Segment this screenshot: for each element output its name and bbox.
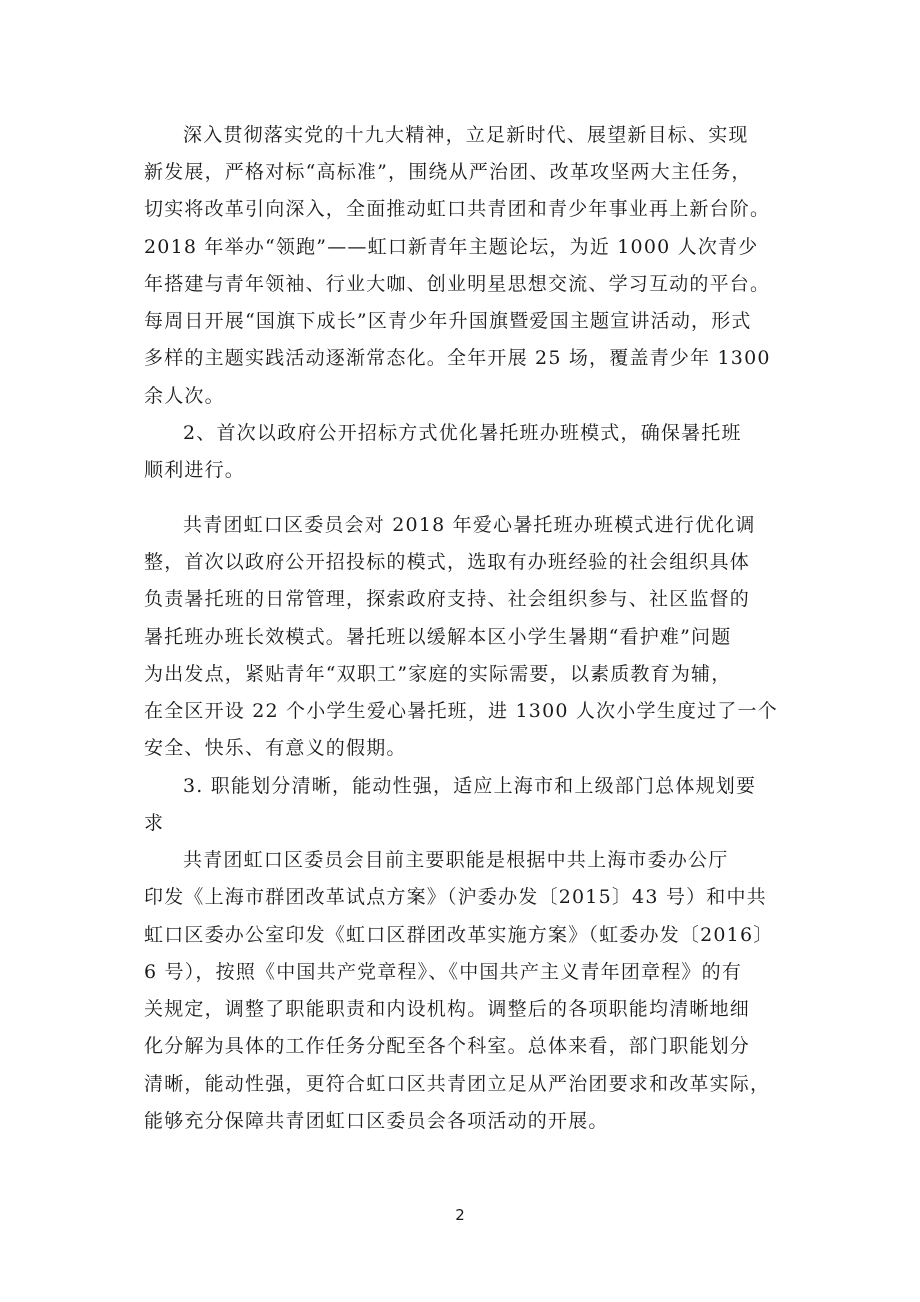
line-26: 清晰，能动性强，更符合虹口区共青团立足从严治团要求和改革实际， [144, 1073, 771, 1095]
line-08: 余人次。 [144, 385, 225, 407]
line-10: 顺利进行。 [144, 459, 246, 481]
line-01: 深入贯彻落实党的十九大精神，立足新时代、展望新目标、实现 [183, 124, 749, 146]
line-05: 年搭建与青年领袖、行业大咖、创业明星思想交流、学习互动的平台。 [144, 273, 771, 295]
line-04: 2018 年举办“领跑”——虹口新青年主题论坛，为近 1000 人次青少 [144, 236, 759, 258]
line-17: 安全、快乐、有意义的假期。 [144, 737, 407, 759]
line-18: 3. 职能划分清晰，能动性强，适应上海市和上级部门总体规划要 [183, 775, 757, 797]
line-11: 共青团虹口区委员会对 2018 年爱心暑托班办班模式进行优化调 [183, 514, 756, 536]
page-number: 2 [455, 1206, 465, 1224]
line-27: 能够充分保障共青团虹口区委员会各项活动的开展。 [144, 1110, 609, 1132]
line-23: 6 号），按照《中国共产党章程》、《中国共产主义青年团章程》的有 [144, 961, 743, 983]
line-06: 每周日开展“国旗下成长”区青少年升国旗暨爱国主题宣讲活动，形式 [144, 310, 752, 332]
line-15: 为出发点，紧贴青年“双职工”家庭的实际需要，以素质教育为辅， [144, 663, 732, 685]
line-19: 求 [144, 812, 165, 834]
line-03: 切实将改革引向深入，全面推动虹口共青团和青少年事业再上新台阶。 [144, 198, 771, 220]
line-16: 在全区开设 22 个小学生爱心暑托班，进 1300 人次小学生度过了一个 [144, 700, 778, 722]
line-25: 化分解为具体的工作任务分配至各个科室。总体来看，部门职能划分 [144, 1035, 751, 1057]
line-21: 印发《上海市群团改革试点方案》（沪委办发〔2015〕43 号）和中共 [144, 886, 767, 908]
line-12: 整，首次以政府公开招投标的模式，选取有办班经验的社会组织具体 [144, 551, 751, 573]
line-13: 负责暑托班的日常管理，探索政府支持、社会组织参与、社区监督的 [144, 588, 751, 610]
line-22: 虹口区委办公室印发《虹口区群团改革实施方案》（虹委办发〔2016〕 [144, 924, 774, 946]
line-24: 关规定，调整了职能职责和内设机构。调整后的各项职能均清晰地细 [144, 998, 751, 1020]
line-14: 暑托班办班长效模式。暑托班以缓解本区小学生暑期“看护难”问题 [144, 626, 732, 648]
line-02: 新发展，严格对标“高标准”，围绕从严治团、改革攻坚两大主任务， [144, 161, 752, 183]
line-09: 2、首次以政府公开招标方式优化暑托班办班模式，确保暑托班 [183, 422, 742, 444]
line-20: 共青团虹口区委员会目前主要职能是根据中共上海市委办公厅 [183, 849, 729, 871]
line-07: 多样的主题实践活动逐渐常态化。全年开展 25 场，覆盖青少年 1300 [144, 347, 771, 369]
